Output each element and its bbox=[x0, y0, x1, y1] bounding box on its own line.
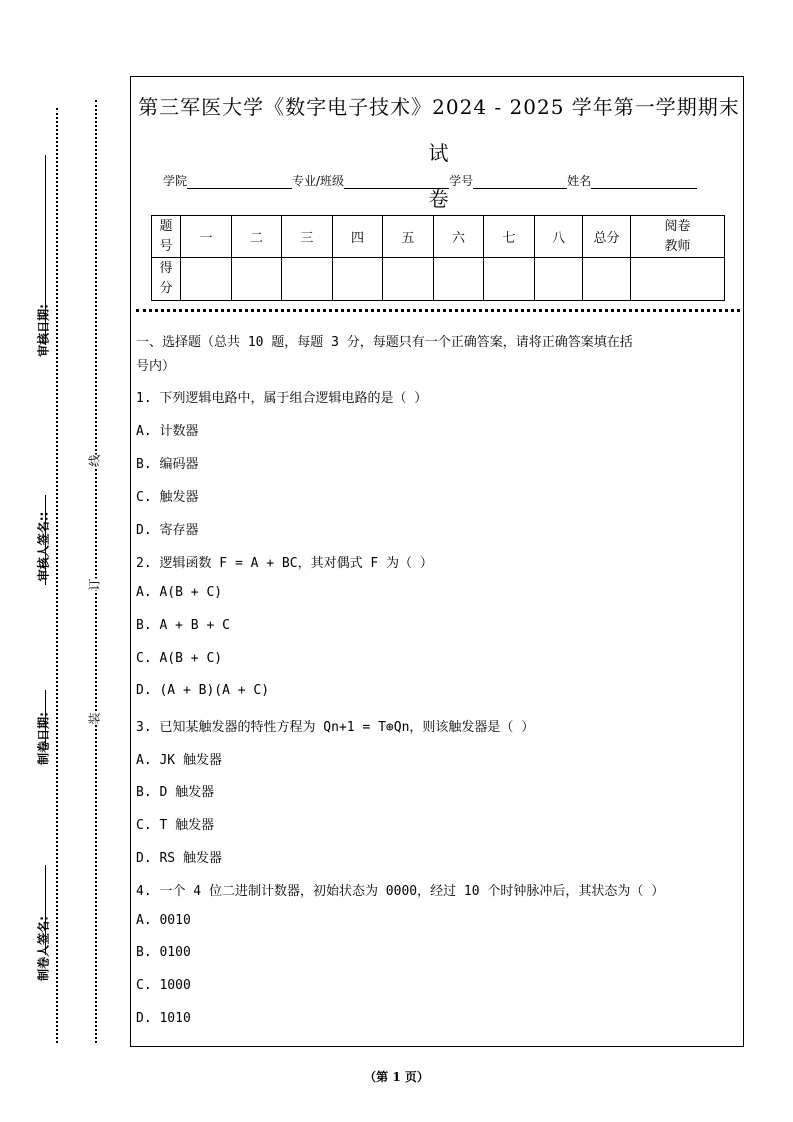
score-table-score-row bbox=[152, 258, 725, 301]
score-table-header-row bbox=[152, 216, 725, 258]
major-field[interactable] bbox=[344, 174, 449, 189]
option: B. A + B + C bbox=[136, 618, 230, 633]
score-cell[interactable] bbox=[232, 258, 282, 301]
row-label-question-no: 题 号 bbox=[152, 216, 181, 258]
student-no-field[interactable] bbox=[473, 174, 567, 189]
section1-heading-line1: 一、选择题（总共 10 题，每题 3 分，每题只有一个正确答案，请将正确答案填在括 bbox=[136, 335, 633, 350]
col-header-grader: 阅卷 教师 bbox=[631, 216, 725, 258]
bind-char-line: 线 bbox=[84, 454, 105, 466]
option: A. A(B + C) bbox=[136, 585, 223, 600]
exam-title-line2: 卷 bbox=[428, 187, 450, 211]
option: D. 寄存器 bbox=[136, 523, 199, 538]
option: A. 0010 bbox=[136, 913, 191, 928]
name-field[interactable] bbox=[591, 174, 697, 189]
option: D. RS 触发器 bbox=[136, 851, 222, 866]
dotted-separator bbox=[136, 309, 740, 312]
bind-char-fold: 装 bbox=[84, 712, 105, 724]
college-field[interactable] bbox=[187, 174, 292, 189]
question-stem: 2. 逻辑函数 F = A + BC，其对偶式 F 为（ ） bbox=[136, 556, 433, 571]
question-stem: 1. 下列逻辑电路中，属于组合逻辑电路的是（ ） bbox=[136, 391, 428, 406]
reviewer-sign-label: 审核人签名:: bbox=[36, 511, 51, 582]
student-no-label: 学号 bbox=[449, 174, 474, 188]
score-cell[interactable] bbox=[282, 258, 333, 301]
score-cell[interactable] bbox=[383, 258, 434, 301]
score-cell-total[interactable] bbox=[583, 258, 631, 301]
option: A. 计数器 bbox=[136, 424, 199, 439]
section1-heading bbox=[136, 331, 741, 379]
score-cell[interactable] bbox=[434, 258, 484, 301]
section1-heading-line2: 号内） bbox=[136, 359, 176, 374]
student-info-row bbox=[163, 172, 697, 189]
option: B. D 触发器 bbox=[136, 785, 215, 800]
bind-char-staple: 订 bbox=[84, 578, 105, 590]
score-cell[interactable] bbox=[333, 258, 383, 301]
col-header: 五 bbox=[383, 216, 434, 258]
option: B. 编码器 bbox=[136, 457, 199, 472]
option: C. 1000 bbox=[136, 978, 191, 993]
col-header: 四 bbox=[333, 216, 383, 258]
question-stem: 3. 已知某触发器的特性方程为 Qn+1 = T⊕Qn，则该触发器是（ ） bbox=[136, 720, 535, 735]
col-header: 七 bbox=[484, 216, 535, 258]
col-header: 六 bbox=[434, 216, 484, 258]
score-table bbox=[151, 215, 725, 301]
option: C. A(B + C) bbox=[136, 651, 223, 666]
major-label: 专业/班级 bbox=[292, 174, 345, 188]
col-header-total: 总分 bbox=[583, 216, 631, 258]
grader-cell[interactable] bbox=[631, 258, 725, 301]
exam-title-line1: 第三军医大学《数字电子技术》2024 - 2025 学年第一学期期末试 bbox=[138, 95, 740, 165]
col-header: 三 bbox=[282, 216, 333, 258]
maker-date-label: 制卷日期: bbox=[36, 712, 51, 765]
score-cell[interactable] bbox=[484, 258, 535, 301]
col-header: 八 bbox=[535, 216, 583, 258]
col-header: 二 bbox=[232, 216, 282, 258]
reviewer-date-label: 审核日期: bbox=[36, 304, 51, 357]
option: B. 0100 bbox=[136, 945, 191, 960]
option: D. (A + B)(A + C) bbox=[136, 683, 270, 698]
college-label: 学院 bbox=[163, 174, 188, 188]
question-stem: 4. 一个 4 位二进制计数器，初始状态为 0000，经过 10 个时钟脉冲后，其状态为（ ） bbox=[136, 884, 665, 899]
score-cell[interactable] bbox=[535, 258, 583, 301]
option: A. JK 触发器 bbox=[136, 753, 222, 768]
option: D. 1010 bbox=[136, 1011, 191, 1026]
margin-dotted-line-right bbox=[95, 100, 97, 1043]
col-header: 一 bbox=[181, 216, 232, 258]
option: C. T 触发器 bbox=[136, 818, 215, 833]
exam-title bbox=[133, 84, 745, 222]
page-footer: （第 1 页） bbox=[364, 1070, 429, 1084]
row-label-score: 得 分 bbox=[152, 258, 181, 301]
margin-dotted-line-left bbox=[56, 108, 58, 1043]
option: C. 触发器 bbox=[136, 490, 199, 505]
score-cell[interactable] bbox=[181, 258, 232, 301]
maker-sign-label: 制卷人签名: bbox=[36, 916, 51, 981]
name-label: 姓名 bbox=[567, 174, 592, 188]
